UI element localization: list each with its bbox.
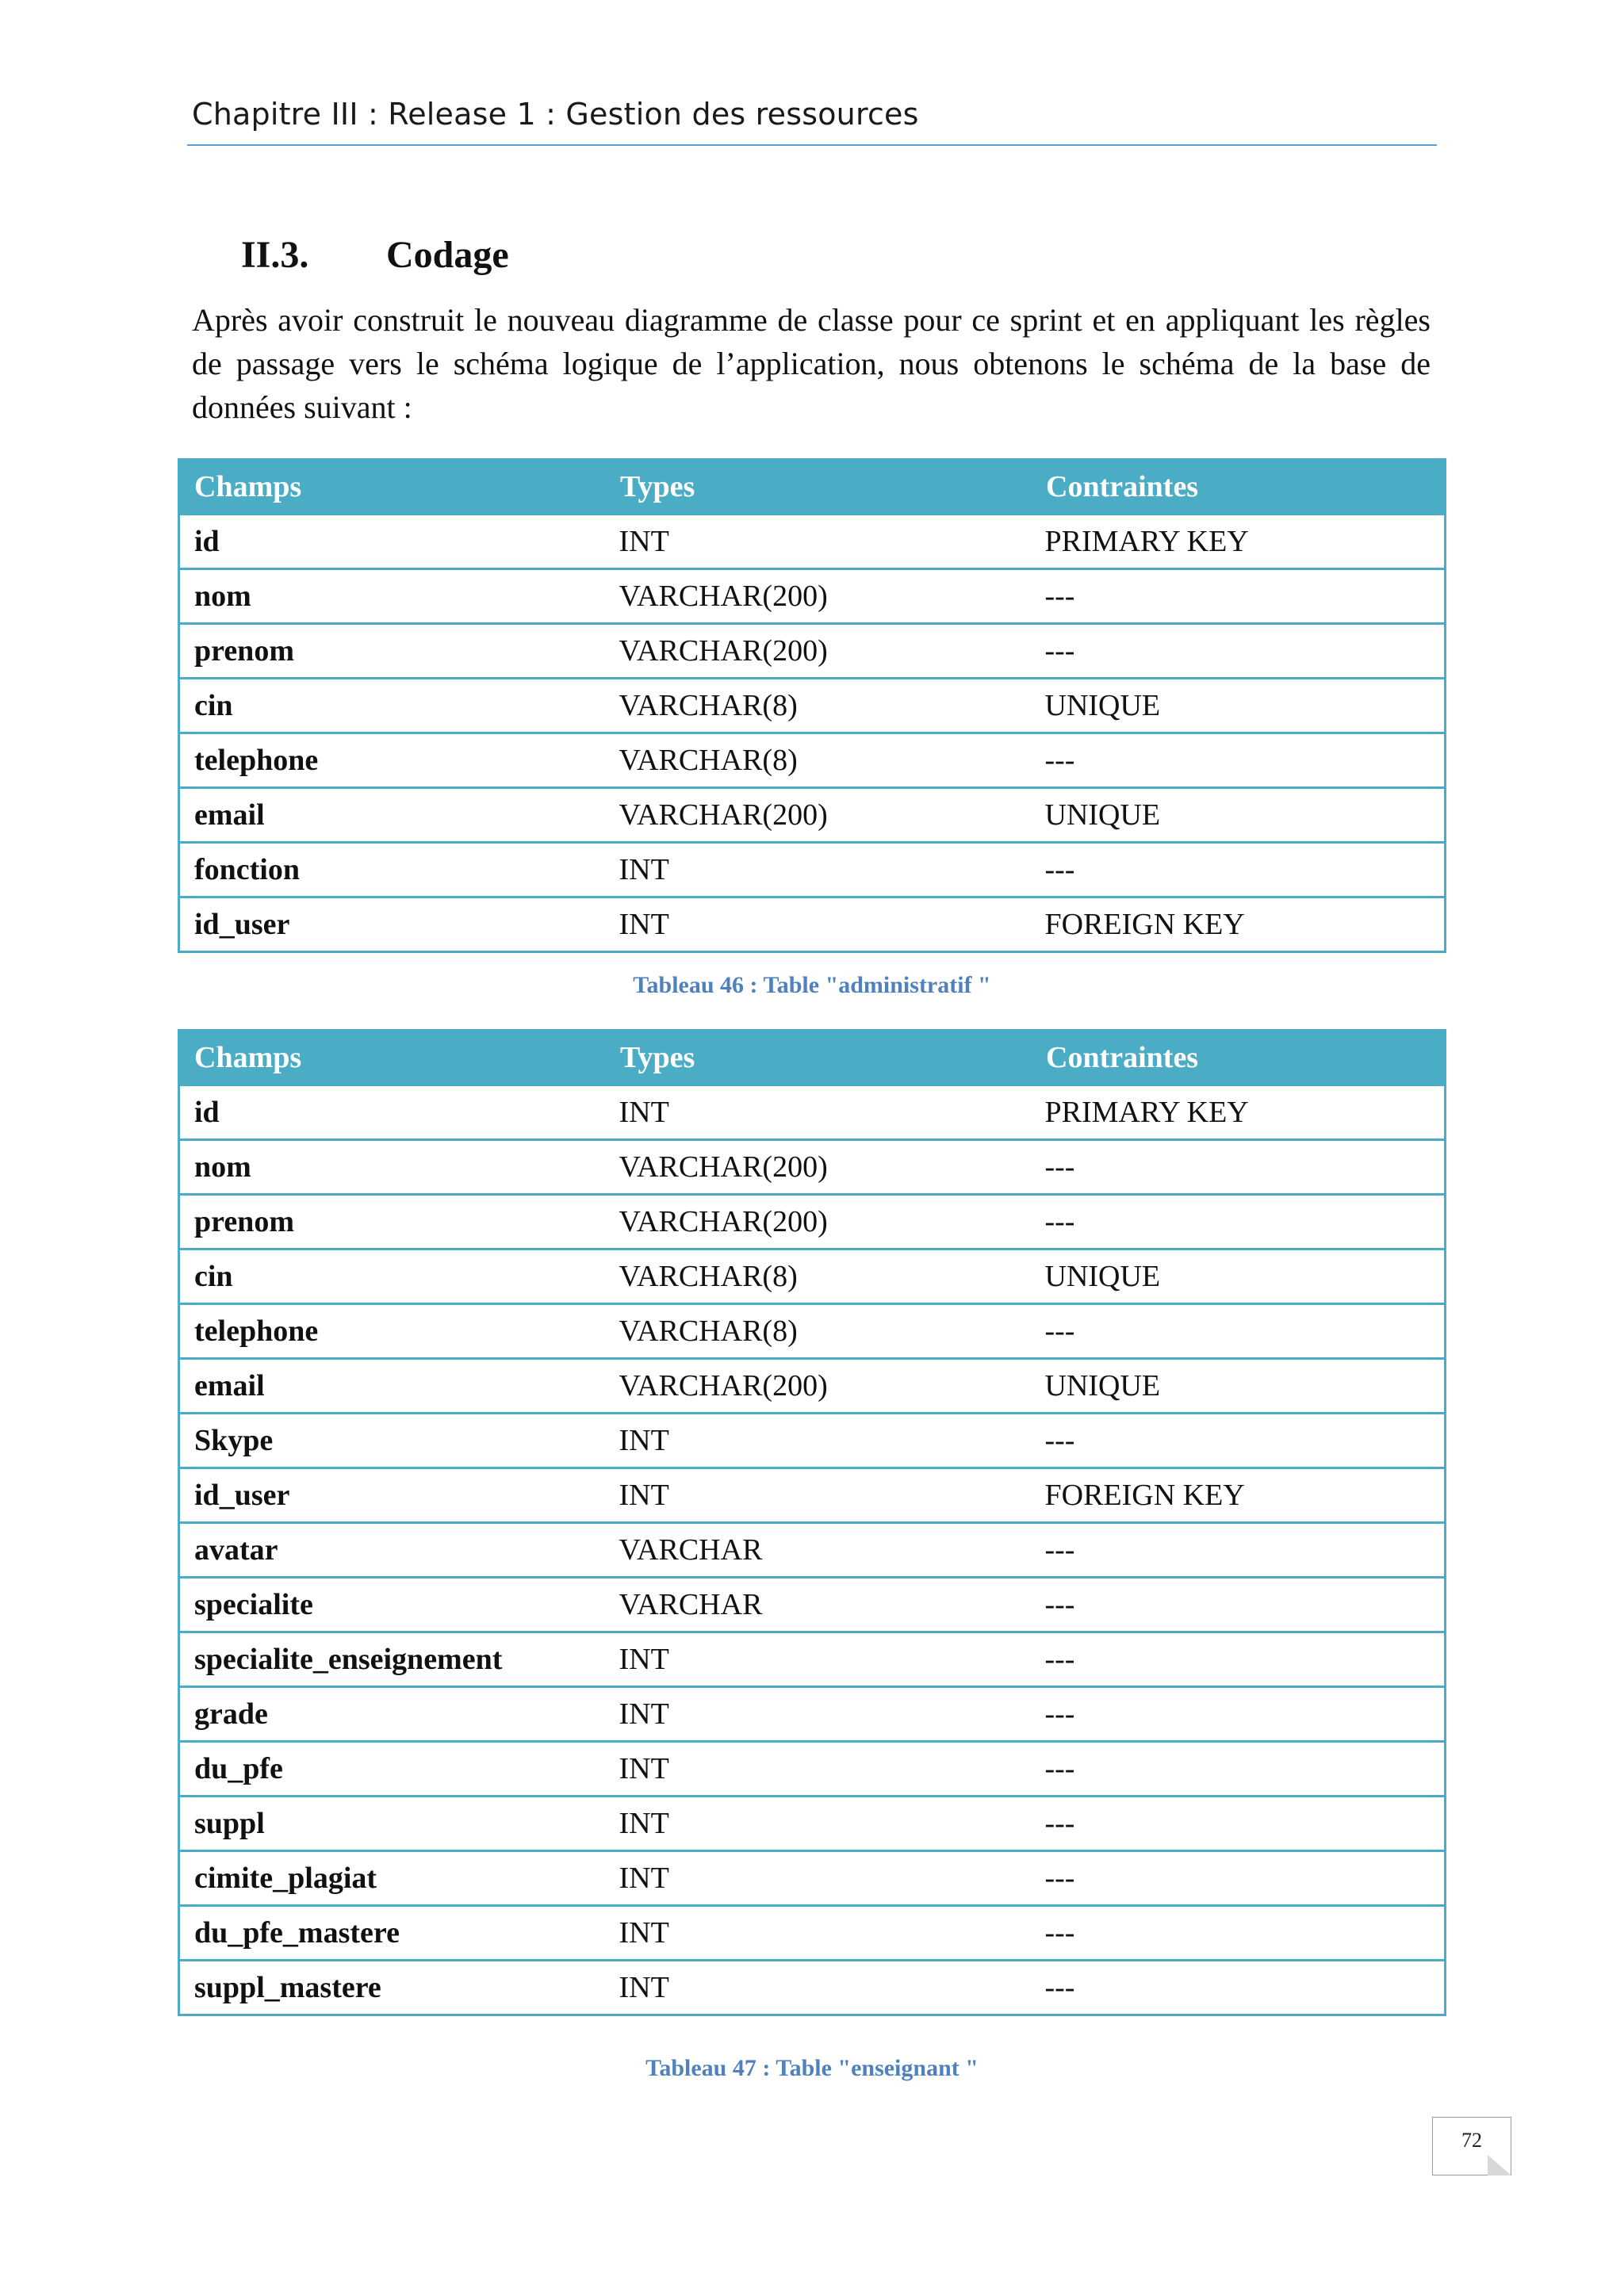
column-header-types: Types xyxy=(605,1031,1031,1085)
cell-type: INT xyxy=(605,1687,1031,1742)
cell-type: VARCHAR(200) xyxy=(605,624,1031,679)
cell-type: INT xyxy=(605,1906,1031,1961)
header-rule xyxy=(187,144,1437,146)
table-row xyxy=(179,1578,1446,1632)
cell-contrainte: --- xyxy=(1031,1632,1446,1687)
table-administratif xyxy=(178,458,1446,953)
table-row xyxy=(179,1414,1446,1468)
table-row xyxy=(179,1249,1446,1304)
cell-type: VARCHAR xyxy=(605,1523,1031,1578)
cell-champ: suppl xyxy=(179,1797,605,1851)
cell-champ: id_user xyxy=(179,1468,605,1523)
cell-type: VARCHAR(8) xyxy=(605,679,1031,733)
cell-type: INT xyxy=(605,1742,1031,1797)
section-title: Codage xyxy=(386,234,509,276)
cell-contrainte: --- xyxy=(1031,1851,1446,1906)
table-row xyxy=(179,1359,1446,1414)
cell-contrainte: PRIMARY KEY xyxy=(1031,515,1446,569)
cell-type: VARCHAR(200) xyxy=(605,788,1031,843)
table-row xyxy=(179,624,1446,679)
cell-champ: grade xyxy=(179,1687,605,1742)
table-row xyxy=(179,1523,1446,1578)
table-row xyxy=(179,1687,1446,1742)
table-row xyxy=(179,1140,1446,1195)
cell-contrainte: --- xyxy=(1031,1523,1446,1578)
cell-type: INT xyxy=(605,1851,1031,1906)
cell-type: VARCHAR(200) xyxy=(605,1195,1031,1249)
cell-champ: id_user xyxy=(179,897,605,952)
cell-type: VARCHAR(8) xyxy=(605,1249,1031,1304)
page-fold-corner xyxy=(1488,2155,1511,2175)
table-row xyxy=(179,1632,1446,1687)
cell-type: INT xyxy=(605,1085,1031,1140)
cell-contrainte: UNIQUE xyxy=(1031,1359,1446,1414)
cell-contrainte: --- xyxy=(1031,1195,1446,1249)
cell-contrainte: --- xyxy=(1031,1742,1446,1797)
table-row xyxy=(179,1797,1446,1851)
cell-contrainte: --- xyxy=(1031,843,1446,897)
table-row xyxy=(179,1851,1446,1906)
cell-champ: telephone xyxy=(179,733,605,788)
cell-type: VARCHAR(200) xyxy=(605,1359,1031,1414)
cell-type: INT xyxy=(605,1961,1031,2015)
cell-champ: telephone xyxy=(179,1304,605,1359)
cell-champ: nom xyxy=(179,1140,605,1195)
cell-type: VARCHAR(8) xyxy=(605,1304,1031,1359)
cell-contrainte: --- xyxy=(1031,1961,1446,2015)
table-row xyxy=(179,1742,1446,1797)
cell-contrainte: --- xyxy=(1031,1906,1446,1961)
cell-type: VARCHAR xyxy=(605,1578,1031,1632)
cell-champ: email xyxy=(179,1359,605,1414)
cell-champ: specialite xyxy=(179,1578,605,1632)
column-header-contraintes: Contraintes xyxy=(1031,460,1446,515)
cell-type: INT xyxy=(605,897,1031,952)
table-row xyxy=(179,843,1446,897)
column-header-champs: Champs xyxy=(179,1031,605,1085)
cell-contrainte: --- xyxy=(1031,1687,1446,1742)
table-row xyxy=(179,1085,1446,1140)
cell-type: INT xyxy=(605,515,1031,569)
table-row xyxy=(179,788,1446,843)
cell-type: VARCHAR(200) xyxy=(605,569,1031,624)
cell-contrainte: UNIQUE xyxy=(1031,1249,1446,1304)
cell-type: INT xyxy=(605,1797,1031,1851)
cell-contrainte: UNIQUE xyxy=(1031,788,1446,843)
cell-champ: cin xyxy=(179,1249,605,1304)
cell-type: VARCHAR(8) xyxy=(605,733,1031,788)
cell-type: INT xyxy=(605,843,1031,897)
table-row xyxy=(179,1304,1446,1359)
cell-champ: id xyxy=(179,515,605,569)
table-enseignant xyxy=(178,1029,1446,2016)
table-row xyxy=(179,1906,1446,1961)
table-header-row xyxy=(179,1031,1446,1085)
column-header-types: Types xyxy=(605,460,1031,515)
cell-champ: du_pfe_mastere xyxy=(179,1906,605,1961)
cell-contrainte: --- xyxy=(1031,569,1446,624)
table-row xyxy=(179,1468,1446,1523)
cell-champ: prenom xyxy=(179,1195,605,1249)
section-number: II.3. xyxy=(241,234,309,276)
table-row xyxy=(179,569,1446,624)
table-row xyxy=(179,679,1446,733)
intro-paragraph: Après avoir construit le nouveau diagramme de classe pour ce sprint et en appliquant les règles de passage vers le schéma logique de l’application, nous obtenons le schéma de la base de données suivant : xyxy=(192,302,1431,425)
cell-contrainte: --- xyxy=(1031,1797,1446,1851)
cell-contrainte: --- xyxy=(1031,1140,1446,1195)
cell-champ: cimite_plagiat xyxy=(179,1851,605,1906)
table-caption: Tableau 47 : Table "enseignant " xyxy=(645,2055,979,2081)
page-number: 72 xyxy=(1461,2129,1482,2152)
cell-contrainte: --- xyxy=(1031,733,1446,788)
running-header: Chapitre III : Release 1 : Gestion des ressources xyxy=(192,97,919,132)
table-row xyxy=(179,1961,1446,2015)
cell-champ: avatar xyxy=(179,1523,605,1578)
cell-champ: email xyxy=(179,788,605,843)
cell-contrainte: --- xyxy=(1031,624,1446,679)
cell-type: VARCHAR(200) xyxy=(605,1140,1031,1195)
cell-champ: Skype xyxy=(179,1414,605,1468)
cell-contrainte: UNIQUE xyxy=(1031,679,1446,733)
cell-type: INT xyxy=(605,1632,1031,1687)
table-row xyxy=(179,1195,1446,1249)
page-number-box xyxy=(1432,2117,1511,2175)
cell-type: INT xyxy=(605,1468,1031,1523)
cell-contrainte: FOREIGN KEY xyxy=(1031,897,1446,952)
cell-champ: du_pfe xyxy=(179,1742,605,1797)
cell-contrainte: --- xyxy=(1031,1414,1446,1468)
cell-champ: cin xyxy=(179,679,605,733)
cell-contrainte: --- xyxy=(1031,1578,1446,1632)
section-heading xyxy=(241,233,509,277)
column-header-champs: Champs xyxy=(179,460,605,515)
cell-champ: fonction xyxy=(179,843,605,897)
cell-champ: specialite_enseignement xyxy=(179,1632,605,1687)
table-row xyxy=(179,897,1446,952)
cell-champ: suppl_mastere xyxy=(179,1961,605,2015)
cell-champ: id xyxy=(179,1085,605,1140)
table-row xyxy=(179,515,1446,569)
cell-contrainte: FOREIGN KEY xyxy=(1031,1468,1446,1523)
cell-champ: nom xyxy=(179,569,605,624)
cell-contrainte: PRIMARY KEY xyxy=(1031,1085,1446,1140)
column-header-contraintes: Contraintes xyxy=(1031,1031,1446,1085)
cell-contrainte: --- xyxy=(1031,1304,1446,1359)
cell-type: INT xyxy=(605,1414,1031,1468)
table-row xyxy=(179,733,1446,788)
table-header-row xyxy=(179,460,1446,515)
cell-champ: prenom xyxy=(179,624,605,679)
table-caption: Tableau 46 : Table "administratif " xyxy=(633,972,991,998)
